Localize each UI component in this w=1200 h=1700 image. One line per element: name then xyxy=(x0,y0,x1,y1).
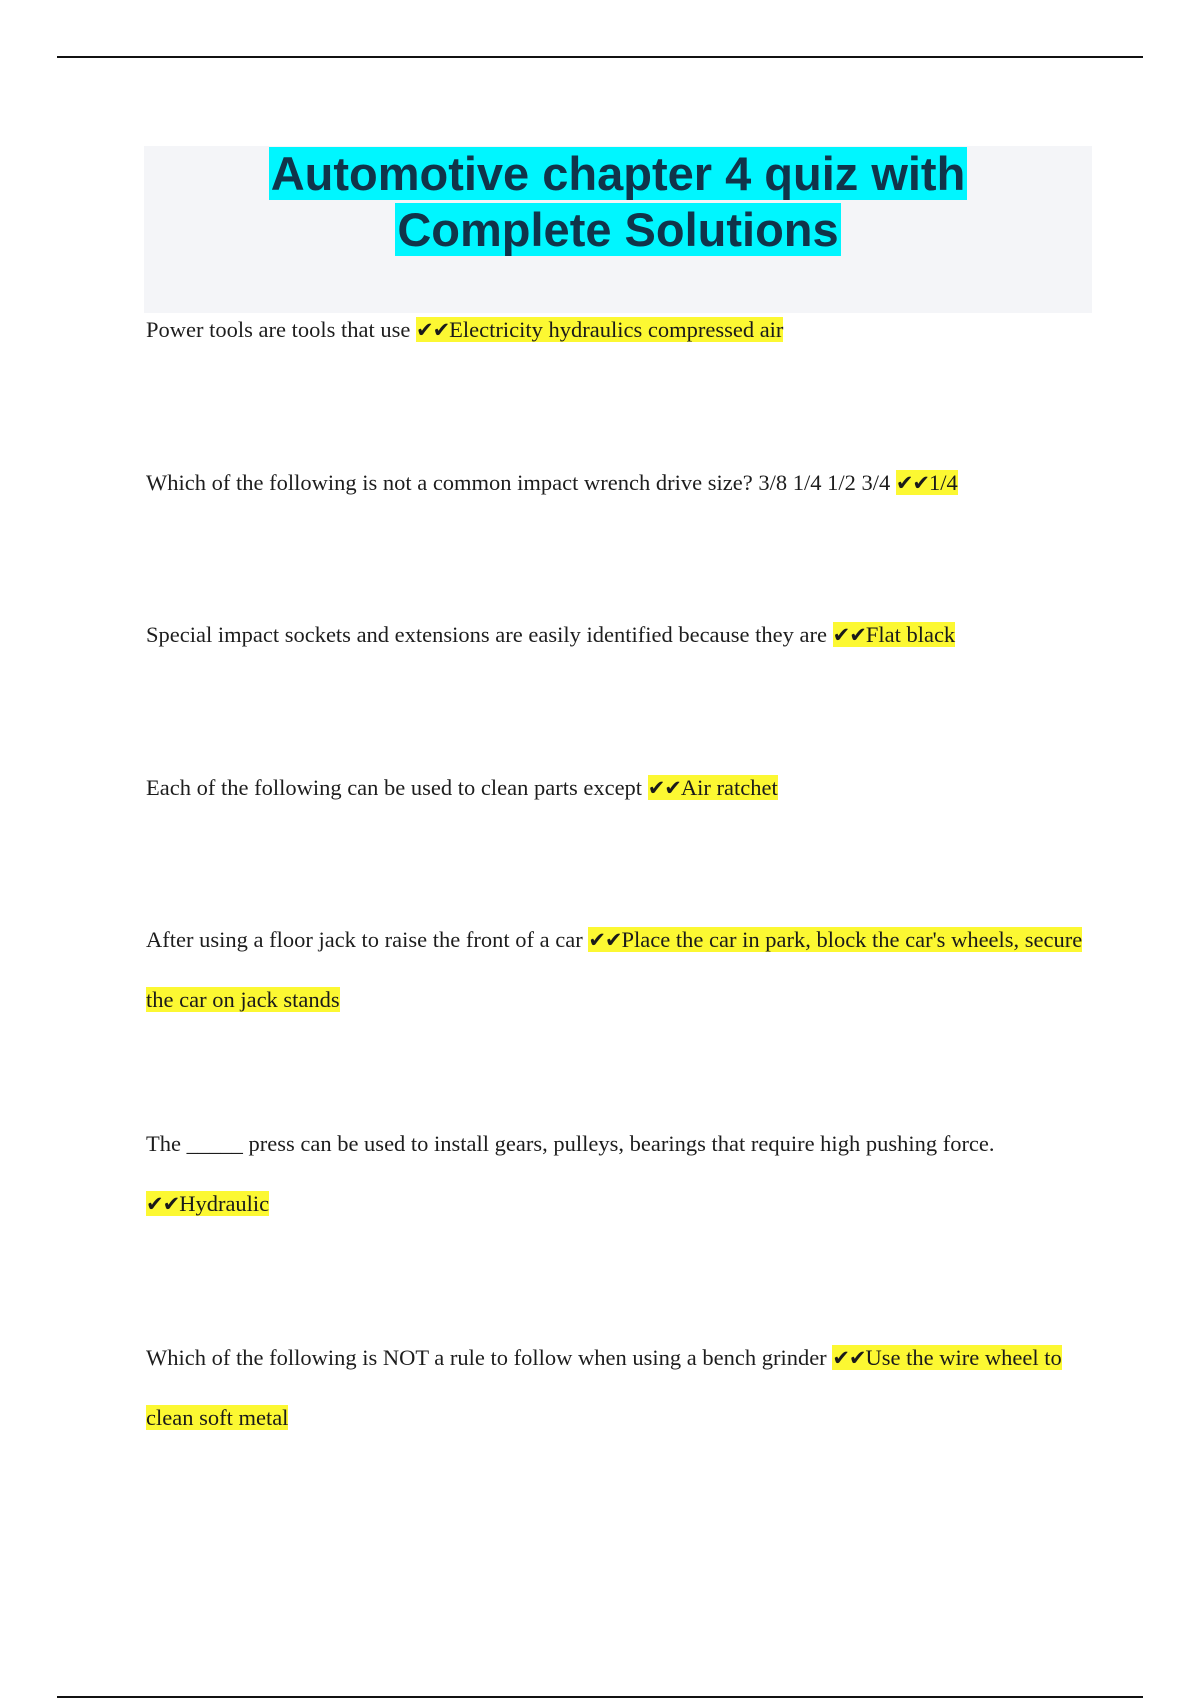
title-banner xyxy=(144,146,1092,313)
question-text: Which of the following is NOT a rule to follow when using a bench grinder xyxy=(146,1345,833,1370)
question-text: After using a floor jack to raise the front of a car xyxy=(146,927,589,952)
answer-text: Place the car in park, block the car's wheels, secure the car on jack stands xyxy=(146,927,1083,1012)
question-item-3 xyxy=(146,605,1106,665)
answer-highlight xyxy=(648,775,778,800)
double-check-icon: ✔✔ xyxy=(415,318,450,342)
answer-highlight xyxy=(416,317,783,342)
bottom-rule xyxy=(57,1696,1143,1698)
question-item-1 xyxy=(146,300,1106,360)
top-rule xyxy=(57,56,1143,58)
question-text: Power tools are tools that use xyxy=(146,317,416,342)
document-title xyxy=(269,146,968,258)
question-item-7 xyxy=(146,1328,1106,1448)
question-item-5 xyxy=(146,910,1106,1030)
question-item-2 xyxy=(146,453,1106,513)
title-line-1: Automotive chapter 4 quiz with xyxy=(270,147,966,200)
question-text: Which of the following is not a common impact wrench drive size? 3/8 1/4 1/2 3/4 xyxy=(146,470,896,495)
answer-text: Air ratchet xyxy=(680,775,778,800)
answer-highlight xyxy=(896,470,958,495)
question-text: Special impact sockets and extensions are easily identified because they are xyxy=(146,622,833,647)
double-check-icon: ✔✔ xyxy=(832,1346,866,1370)
title-line-2: Complete Solutions xyxy=(397,203,839,256)
answer-text: Use the wire wheel to clean soft metal xyxy=(146,1345,1062,1430)
double-check-icon: ✔✔ xyxy=(647,776,681,800)
double-check-icon: ✔✔ xyxy=(146,1192,180,1216)
question-text: The _____ press can be used to install gears, pulleys, bearings that require high pushing force. xyxy=(146,1131,995,1156)
answer-text: Electricity hydraulics compressed air xyxy=(449,317,784,342)
answer-text: 1/4 xyxy=(929,470,958,495)
question-text: Each of the following can be used to clean parts except xyxy=(146,775,648,800)
double-check-icon: ✔✔ xyxy=(895,471,930,495)
question-item-6 xyxy=(146,1114,1106,1234)
answer-text: Hydraulic xyxy=(179,1191,270,1216)
answer-text: Flat black xyxy=(865,622,956,647)
answer-highlight xyxy=(146,1191,269,1216)
double-check-icon: ✔✔ xyxy=(832,623,866,647)
answer-highlight xyxy=(833,622,956,647)
double-check-icon: ✔✔ xyxy=(588,928,622,952)
question-item-4 xyxy=(146,758,1106,818)
